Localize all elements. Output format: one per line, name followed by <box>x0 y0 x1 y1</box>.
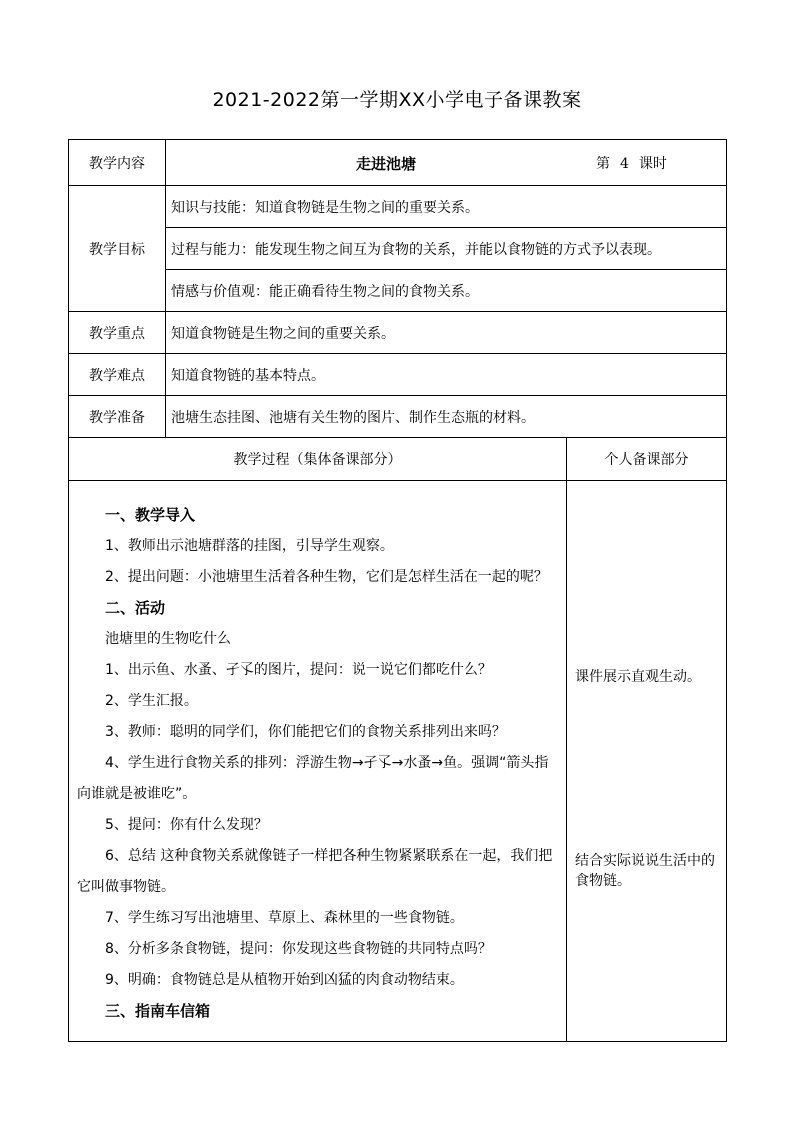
section-title: 三、指南车信箱 <box>105 1001 211 1020</box>
process-step: 2、提出问题：小池塘里生活着各种生物，它们是怎样生活在一起的呢？ <box>105 568 548 585</box>
goal-item: 情感与价值观：能正确看待生物之间的食物关系。 <box>166 270 727 312</box>
lesson-period <box>596 153 667 173</box>
process-step: 8、分析多条食物链，提问：你发现这些食物链的共同特点吗？ <box>105 940 492 957</box>
collective-header: 教学过程（集体备课部分） <box>69 438 567 481</box>
lesson-content-row <box>69 140 727 186</box>
goal-item: 过程与能力：能发现生物之间互为食物的关系，并能以食物链的方式予以表现。 <box>166 228 727 270</box>
preparation-row <box>69 396 727 438</box>
preparation-text: 池塘生态挂图、池塘有关生物的图片、制作生态瓶的材料。 <box>166 396 727 438</box>
lesson-plan-table <box>68 139 727 1042</box>
goal-row-2 <box>69 228 727 270</box>
process-step: 4、学生进行食物关系的排列：浮游生物→孑孓→水蚤→鱼。强调“箭头指向谁就是被谁吃”。 <box>77 754 549 802</box>
personal-note: 结合实际说说生活中的食物链。 <box>575 853 715 889</box>
key-point-row <box>69 312 727 354</box>
process-step: 3、教师：聪明的同学们，你们能把它们的食物关系排列出来吗？ <box>105 723 506 740</box>
content-label: 教学内容 <box>69 140 166 186</box>
process-row <box>69 481 727 1042</box>
process-header-row <box>69 438 727 481</box>
goal-item: 知识与技能：知道食物链是生物之间的重要关系。 <box>166 186 727 228</box>
lesson-cell <box>166 140 727 186</box>
difficulty-row <box>69 354 727 396</box>
process-step: 2、学生汇报。 <box>105 692 198 709</box>
period-suffix: 课时 <box>638 156 667 172</box>
process-step: 7、学生练习写出池塘里、草原上、森林里的一些食物链。 <box>105 909 464 926</box>
period-prefix: 第 <box>596 156 610 172</box>
process-step: 1、教师出示池塘群落的挂图，引导学生观察。 <box>105 537 394 554</box>
difficulty-text: 知道食物链的基本特点。 <box>166 354 727 396</box>
personal-notes <box>567 481 727 1042</box>
goals-label: 教学目标 <box>69 186 166 312</box>
process-step: 9、明确：食物链总是从植物开始到凶猛的肉食动物结束。 <box>105 971 464 988</box>
process-content <box>69 481 567 1042</box>
key-point-text: 知道食物链是生物之间的重要关系。 <box>166 312 727 354</box>
process-step: 6、总结 这种食物关系就像链子一样把各种生物紧紧联系在一起，我们把它叫做事物链。 <box>77 847 553 895</box>
goal-row-3 <box>69 270 727 312</box>
document-title: 2021-2022第一学期XX小学电子备课教案 <box>212 89 582 111</box>
section-title: 二、活动 <box>105 598 166 617</box>
lesson-name: 走进池塘 <box>356 155 417 173</box>
preparation-label: 教学准备 <box>69 396 166 438</box>
goal-row-1 <box>69 186 727 228</box>
activity-subtitle: 池塘里的生物吃什么 <box>105 630 231 647</box>
personal-note: 课件展示直观生动。 <box>575 669 701 685</box>
period-number: 4 <box>620 156 629 172</box>
personal-header: 个人备课部分 <box>567 438 727 481</box>
process-step: 5、提问：你有什么发现？ <box>105 816 268 833</box>
section-title: 一、教学导入 <box>105 505 196 524</box>
process-step: 1、出示鱼、水蚤、孑孓的图片，提问：说一说它们都吃什么？ <box>105 661 492 678</box>
difficulty-label: 教学难点 <box>69 354 166 396</box>
key-point-label: 教学重点 <box>69 312 166 354</box>
